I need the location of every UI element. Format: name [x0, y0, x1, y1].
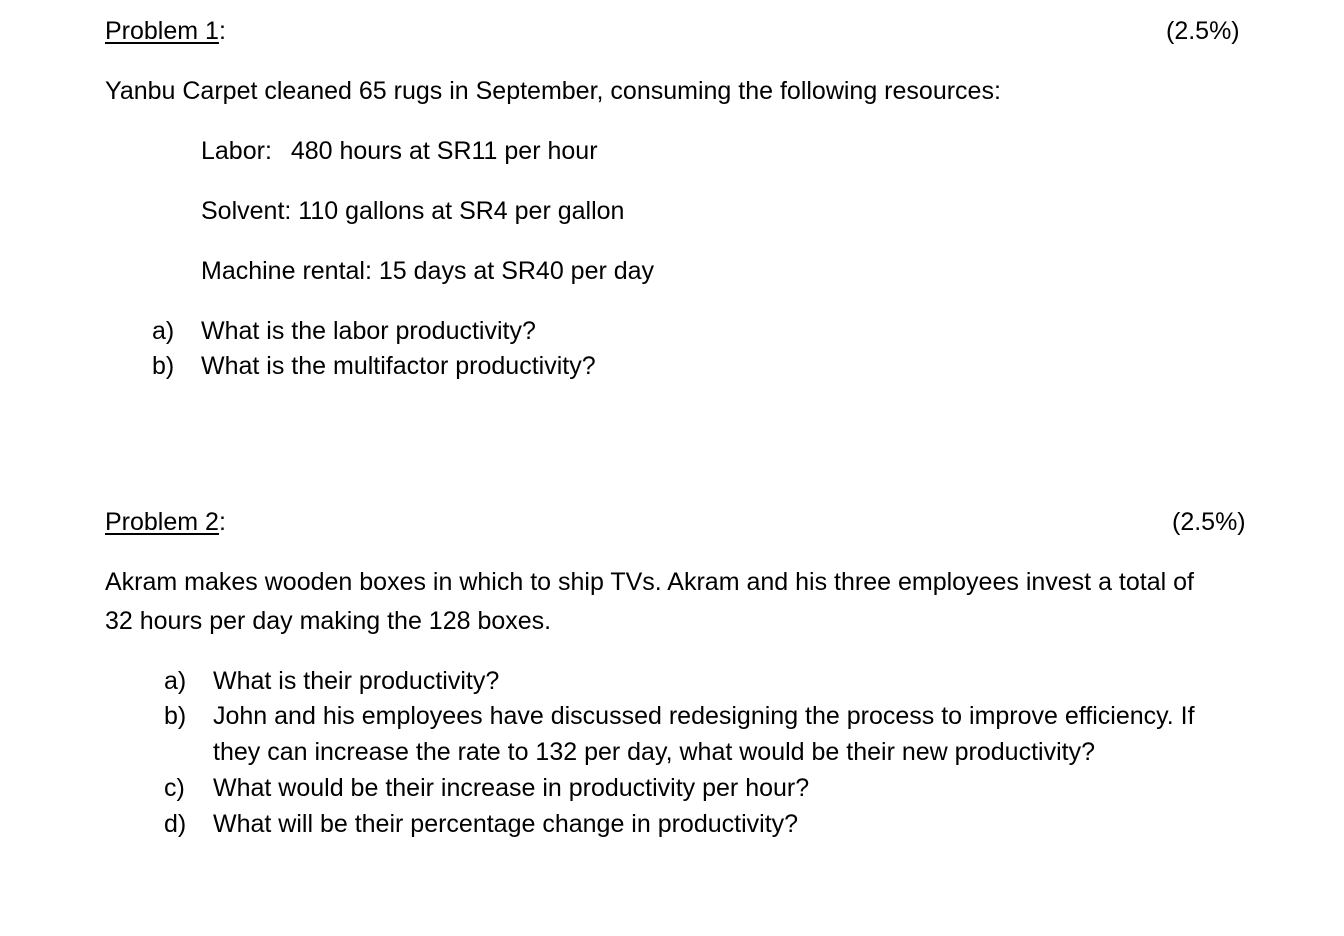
problem1-intro: Yanbu Carpet cleaned 65 rugs in September, consuming the following resources:	[105, 77, 1001, 105]
question-text: What would be their increase in productivity per hour?	[213, 774, 810, 802]
problem2-intro-line2: 32 hours per day making the 128 boxes.	[105, 607, 552, 635]
question-letter: c)	[164, 774, 185, 802]
problem2-heading	[105, 507, 226, 537]
resource-label: Labor:	[201, 137, 272, 165]
problem1-question-b	[152, 351, 596, 381]
question-text: What is their productivity?	[213, 667, 500, 695]
resource-value: 480 hours at SR11 per hour	[290, 137, 598, 165]
question-letter: a)	[164, 667, 187, 695]
resource-value: 15 days at SR40 per day	[378, 257, 655, 285]
question-text: What is the multifactor productivity?	[201, 352, 596, 380]
question-letter: d)	[164, 810, 187, 838]
question-letter: b)	[164, 702, 187, 730]
problem1-heading	[105, 16, 226, 46]
problem2-heading-label: Problem 2	[105, 508, 219, 536]
problem1-heading-label: Problem 1	[105, 17, 219, 45]
problem2-intro-line1: Akram makes wooden boxes in which to ship TVs. Akram and his three employees invest a total of	[105, 568, 1194, 596]
problem2-question-b	[164, 701, 1195, 731]
resource-value: 110 gallons at SR4 per gallon	[298, 197, 625, 225]
problem1-resource-solvent	[201, 196, 624, 226]
problem1-question-a	[152, 316, 536, 346]
question-text: What is the labor productivity?	[201, 317, 536, 345]
problem1-heading-colon: :	[218, 17, 226, 45]
problem2-question-b-continued: they can increase the rate to 132 per day, what would be their new productivity?	[213, 738, 1095, 766]
question-text: John and his employees have discussed redesigning the process to improve efficiency. If	[213, 702, 1195, 730]
problem1-resource-labor	[201, 136, 598, 166]
resource-label: Solvent:	[201, 197, 292, 225]
question-letter: b)	[152, 352, 175, 380]
problem1-weight: (2.5%)	[1166, 17, 1240, 45]
question-text: What will be their percentage change in productivity?	[213, 810, 799, 838]
problem2-weight: (2.5%)	[1172, 508, 1246, 536]
problem2-heading-colon: :	[218, 508, 226, 536]
problem2-question-a	[164, 666, 499, 696]
resource-label: Machine rental:	[201, 257, 372, 285]
question-letter: a)	[152, 317, 175, 345]
problem2-question-d	[164, 809, 798, 839]
problem1-resource-machine	[201, 256, 654, 286]
problem2-question-c	[164, 773, 809, 803]
